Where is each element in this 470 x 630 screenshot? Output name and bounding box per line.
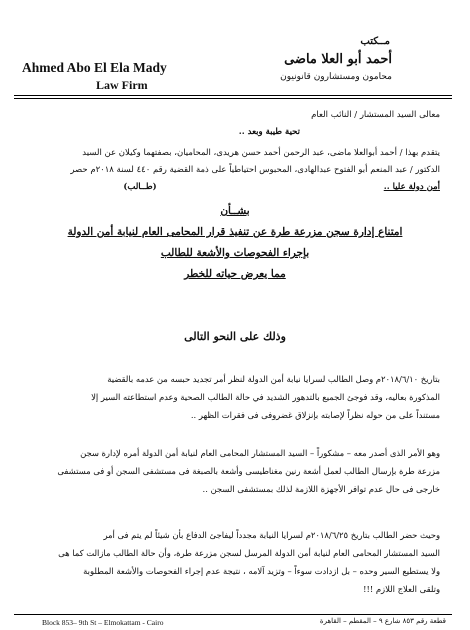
section-title: وذلك على النحو التالى: [184, 330, 286, 343]
greeting: تحية طيبة وبعد ..: [238, 127, 300, 137]
paragraph-3: [36, 526, 440, 598]
header-divider-thin: [14, 98, 452, 99]
addressee: معالى السيد المستشار / النائب العام: [311, 110, 440, 120]
paragraph-line: مزرعة طرة بإرسال الطالب لعمل أشعة رنين مغناطيسى وأشعة بالصبغة فى مستشفى السجن أو فى مستشفى: [57, 466, 440, 476]
intro-line-3: [30, 180, 440, 195]
firm-subtitle-english: Law Firm: [96, 78, 148, 92]
paragraph-line: وحيث حضر الطالب بتاريخ ٢٠١٨/٦/٢٥م لسرايا النيابة مجدداً ليفاجئ الدفاع بأن شيئاً لم يتم فى أمر: [103, 530, 440, 540]
subject-title: بشــأن: [220, 205, 250, 217]
party-role: (طــالب): [123, 182, 157, 192]
office-label: مــكتب: [360, 36, 390, 47]
firm-name-arabic: أحمد أبو العلا ماضى: [284, 52, 392, 67]
paragraph-line: السيد المستشار المحامى العام لنيابة أمن الدولة المرسل لسجن مزرعة طرة، وأن حالة الطالب مازالت كما هى: [58, 548, 440, 558]
paragraph-1: [36, 370, 440, 424]
intro-line-2: الدكتور / عبد المنعم أبو الفتوح عبدالهادى، المحبوس احتياطياً على ذمة القضية رقم ٤٤٠ لسنة ٢٠١٨م حصر: [70, 165, 440, 175]
paragraph-line: خارجى فى حال عدم توافر الأجهزة اللازمة لذلك بمستشفى السجن ..: [202, 484, 440, 494]
court-reference: أمن دولة عليا ..: [383, 182, 440, 192]
footer-divider: [14, 614, 452, 615]
paragraph-line: وتلقى العلاج اللازم !!!: [363, 584, 440, 594]
paragraph-line: ولا يستطيع السير وحده – بل ازدادت سوءاً – وتزيد آلامه ، نتيجة عدم إجراء الفحوصات والأشعة المطلوبة: [83, 566, 440, 576]
header-divider: [14, 95, 452, 96]
footer-address-english: Block 853– 9th St – Elmokattam - Cairo: [42, 618, 164, 627]
firm-name-english: Ahmed Abo El Ela Mady: [22, 60, 167, 75]
paragraph-line: مستنداً على من حوله نظراً لإصابته بإنزلاق غضروفى فى فقرات الظهر ..: [190, 410, 440, 420]
paragraph-line: المذكورة بعاليه، وقد فوجئ الجميع بالتدهور الشديد في حالة الطالب الصحية وعدم استطاعته السير إلا: [91, 392, 440, 402]
footer-address-arabic: قطعة رقم ٨٥٣ شارع ٩ – المقطم – القاهرة: [319, 617, 446, 625]
firm-subtitle-arabic: محامون ومستشارون قانونيون: [280, 72, 392, 82]
paragraph-line: وهو الأمر الذى أصدر معه – مشكوراً – السيد المستشار المحامى العام لنيابة أمن الدولة أمره لإدارة سجن: [80, 448, 440, 458]
paragraph-2: [36, 444, 440, 498]
subject-line-3: مما يعرض حياته للخطر: [184, 268, 286, 280]
subject-line-2: بإجراء الفحوصات والأشعة للطالب: [160, 247, 310, 259]
paragraph-line: بتاريخ ٢٠١٨/٦/١٠م وصل الطالب لسرايا نيابة أمن الدولة لنظر أمر تجديد حبسه من عدمه بالقضية: [107, 374, 440, 384]
intro-line-1: يتقدم بهذا / أحمد أبوالعلا ماضى، عبد الرحمن أحمد حسن هريدى، المحاميان، بصفتهما وكيلان عن السيد: [82, 148, 440, 158]
subject-line-1: امتناع إدارة سجن مزرعة طرة عن تنفيذ قرار المحامى العام لنيابة أمن الدولة: [67, 226, 403, 238]
